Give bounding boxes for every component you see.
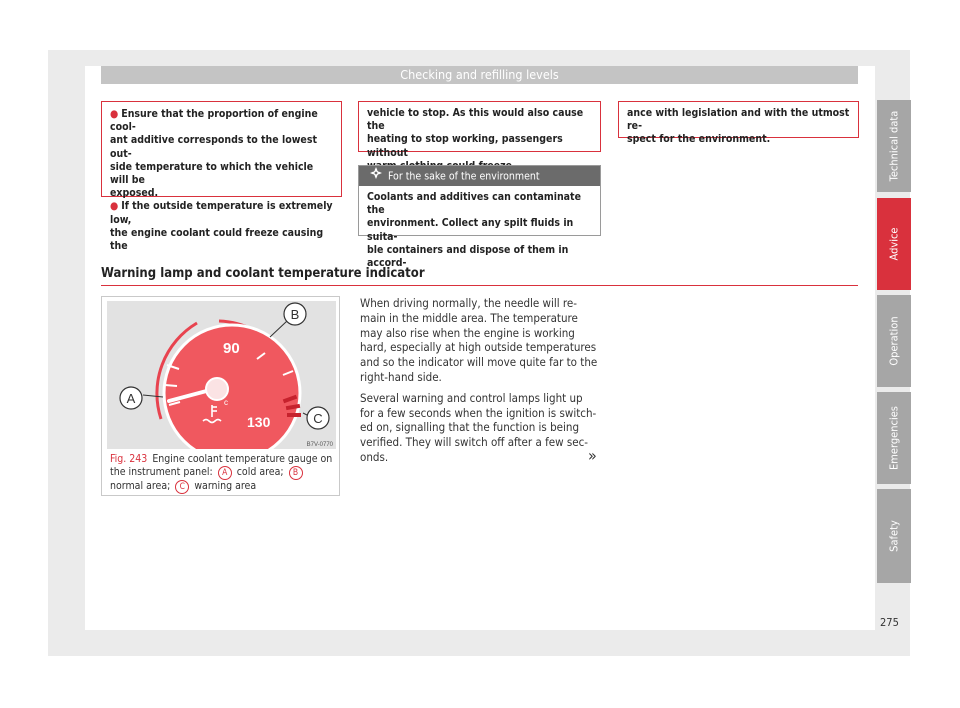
svg-text:C: C (313, 411, 323, 426)
tab-operation[interactable]: Operation (877, 295, 911, 387)
figure-code: B7V-0770 (306, 442, 333, 448)
bullet-icon: ● (110, 200, 119, 213)
body-paragraph-2: Several warning and control lamps light up for a few seconds when the ignition is switch- ed on, signalling that the function is being verified. They will switch off after a few sec- onds. (360, 390, 597, 464)
environment-text: Coolants and additives can contaminate the environment. Collect any spilt fluids in suita- ble containers and dispose of them in accord- (367, 191, 581, 270)
section-rule (101, 285, 858, 286)
caption-marker-a: A (218, 466, 232, 480)
tab-technical-data[interactable]: Technical data (877, 100, 911, 192)
page-number: 275 (880, 616, 899, 629)
section-title: Warning lamp and coolant temperature indicator (101, 266, 425, 281)
warning-text-3: ance with legislation and with the utmost re- spect for the environment. (627, 107, 850, 146)
gauge-label-90: 90 (223, 340, 240, 357)
caption-marker-b: B (289, 466, 303, 480)
warning-text-2: vehicle to stop. As this would also cause the heating to stop working, passengers without (367, 107, 584, 159)
caption-marker-c: C (175, 480, 189, 494)
warning-text-1: ● Ensure that the proportion of engine cool- ant additive corresponds to the lowest out- side temperature to which the vehicle will be exposed. ● If the outside temperature is extremely low, the engine coolant could freeze causing the (110, 108, 333, 253)
continued-marker: » (588, 446, 597, 465)
svg-text:A: A (126, 391, 136, 406)
warning-box-1 (101, 101, 342, 253)
tab-emergencies[interactable]: Emergencies (877, 392, 911, 484)
gauge-label-c-small: c (224, 398, 228, 407)
svg-text:B: B (290, 307, 300, 322)
tab-advice[interactable]: Advice (877, 198, 911, 290)
environment-box (358, 165, 601, 270)
warning-box-3 (618, 101, 859, 146)
body-text (360, 296, 610, 471)
body-paragraph-1: When driving normally, the needle will re- main in the middle area. The temperature may also rise when the engine is working hard, especially at high outside temperatures and so the indicator will move quite far to the right-hand side. (360, 296, 598, 384)
figure-box (101, 296, 340, 496)
warning-box-2 (358, 101, 601, 159)
coolant-gauge-illustration (107, 301, 336, 449)
environment-header: For the sake of the environment (359, 166, 600, 186)
tab-safety[interactable]: Safety (877, 489, 911, 583)
environment-leaf-icon (369, 166, 383, 187)
gauge-label-130: 130 (247, 414, 271, 430)
figure-caption: Fig. 243 Engine coolant temperature gauge on the instrument panel: A cold area; B normal area; C warning area (110, 453, 333, 492)
bullet-icon: ● (110, 108, 119, 120)
running-header: Checking and refilling levels (101, 66, 858, 84)
